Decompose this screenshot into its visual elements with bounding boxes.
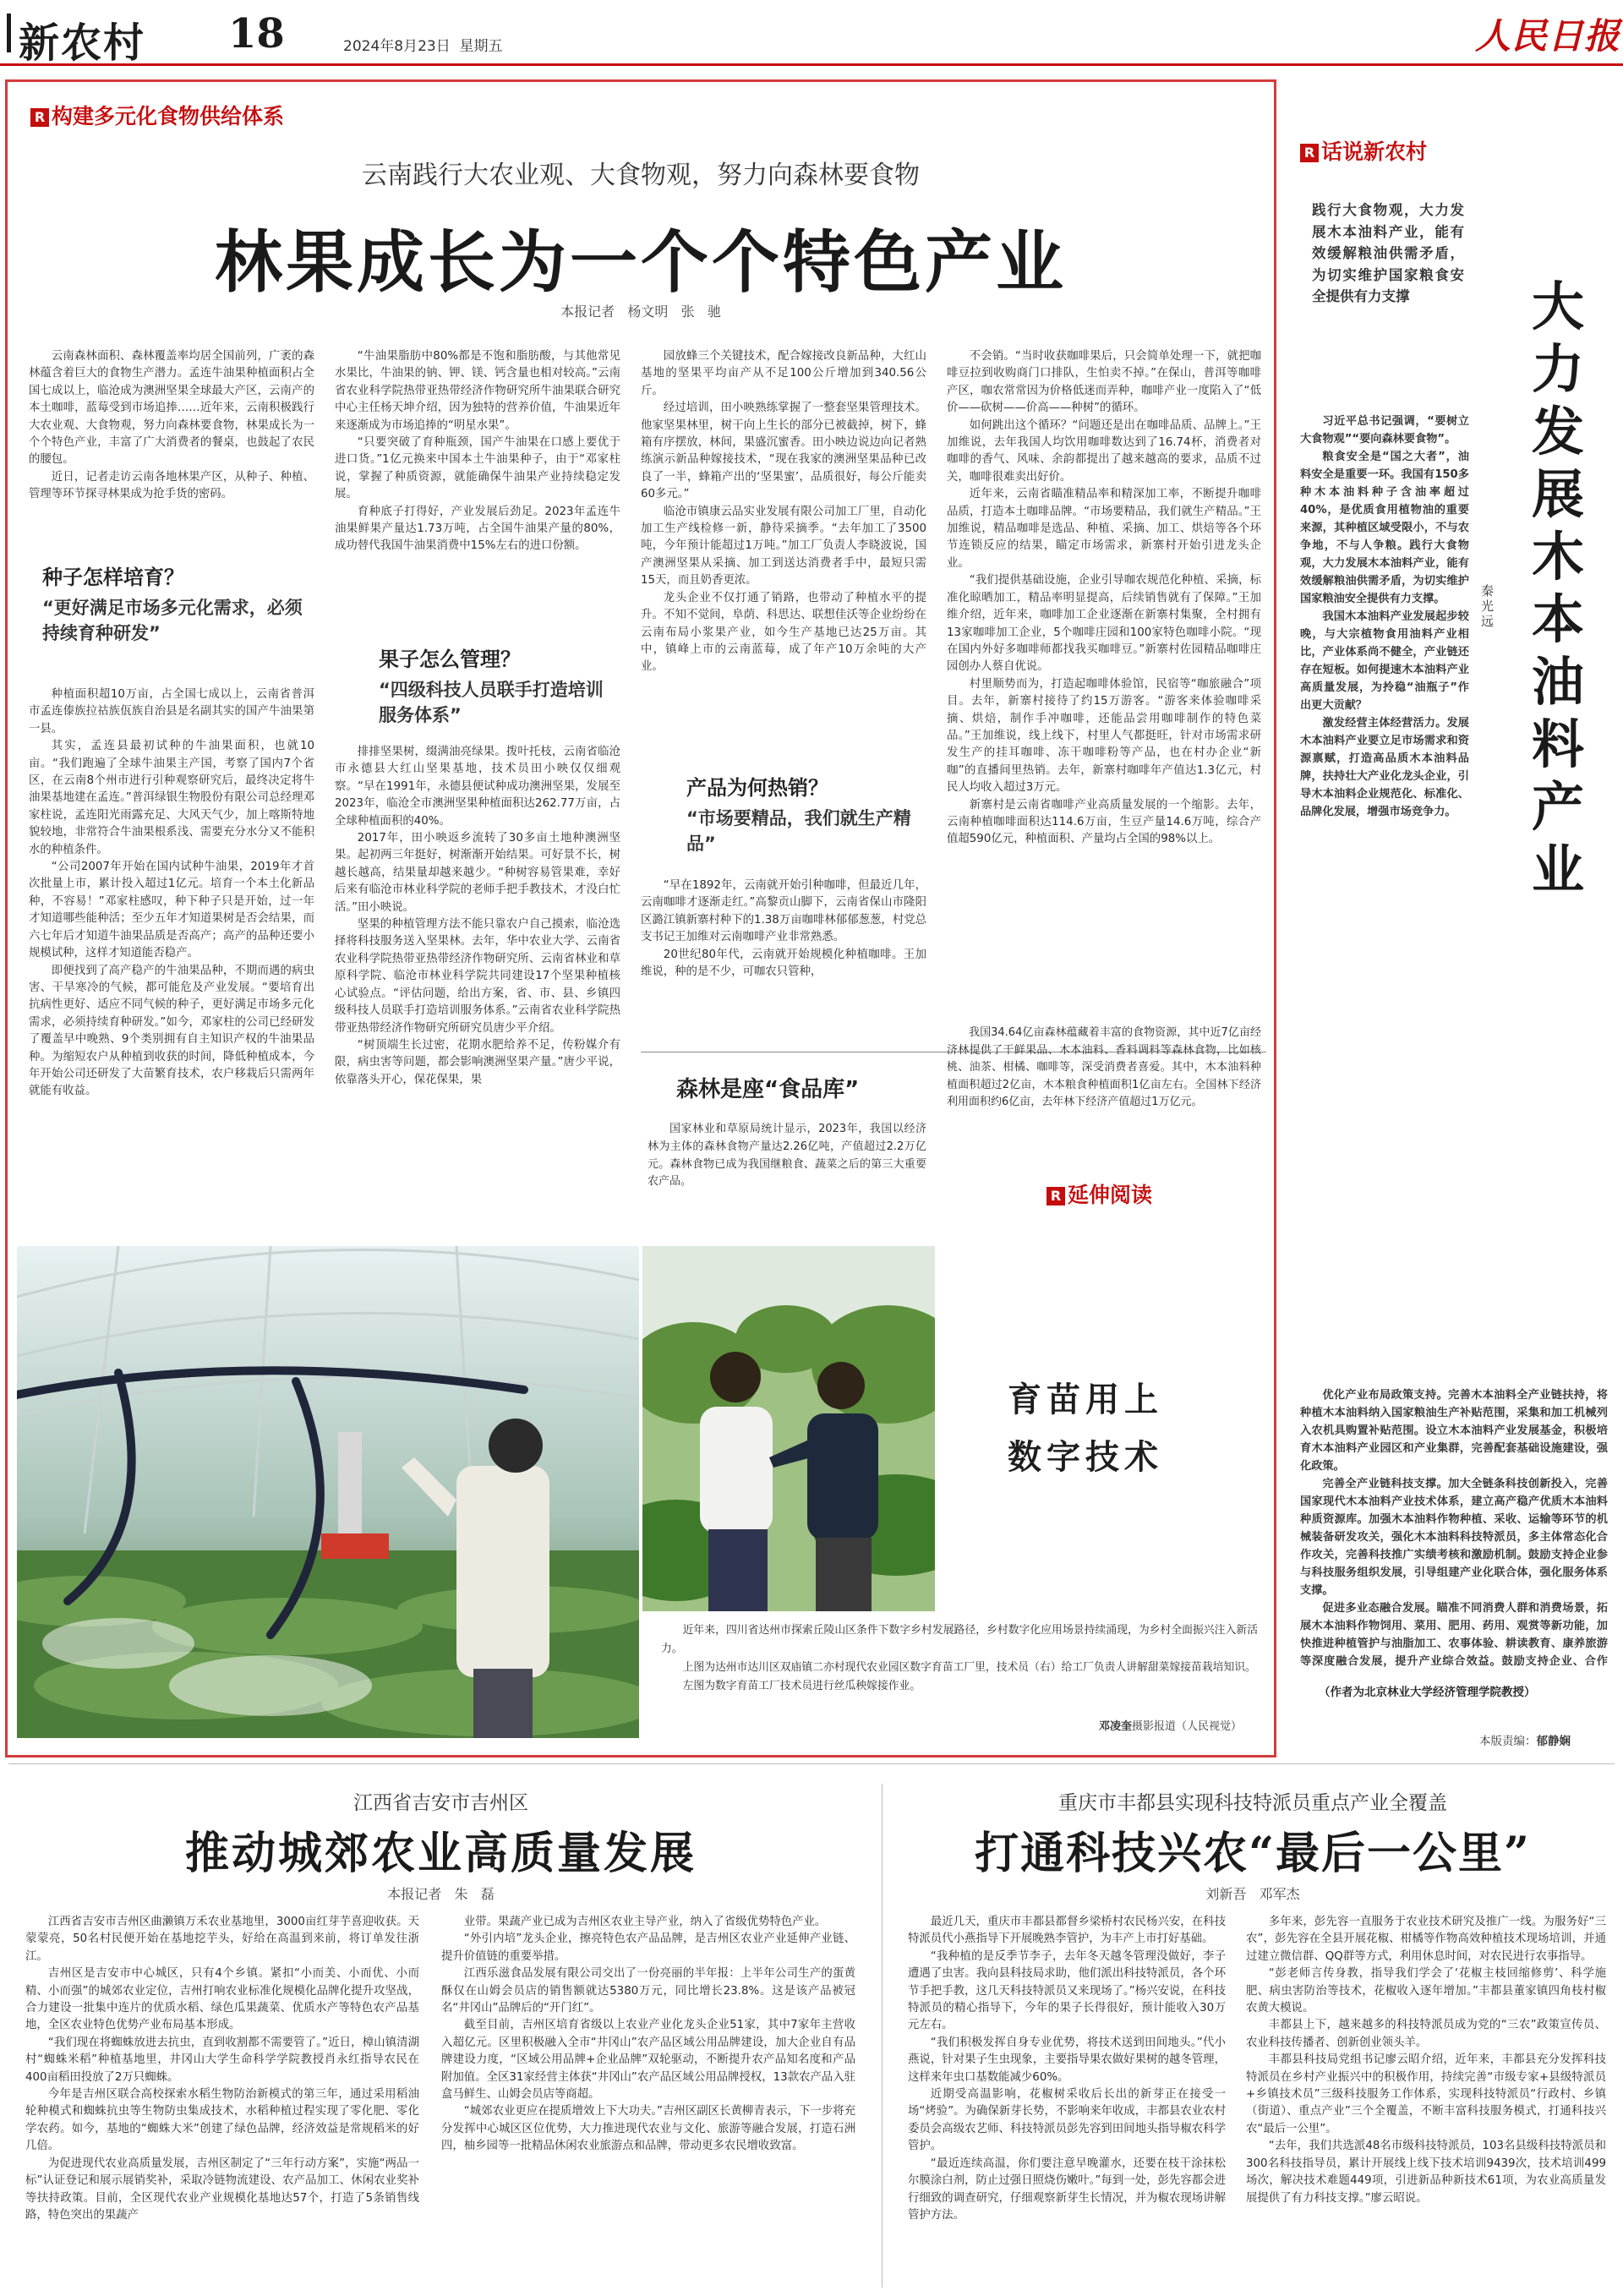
photo-two-men (642, 1246, 935, 1611)
subhead-title: 果子怎么管理？ (379, 648, 521, 671)
main-col-4b (947, 1025, 1261, 1175)
paragraph: 为促进现代农业高质量发展，吉州区制定了“三年行动方案”，实施“两品一标”认证登记和展示展销奖补，采取冷链物流建设、农产品加工、休闲农业奖补等扶持政策。目前，全区现代农业产业规模化基地达57个，打造了5条销售线路，特色突出的果蔬产 (25, 2157, 419, 2222)
bottom-right-byline: 刘新吾 邓军杰 (1205, 1886, 1300, 1902)
section-mark-icon: R (1046, 1187, 1065, 1205)
paragraph: 丰都县上下，越来越多的科技特派员成为党的“三农”政策宣传员、农业科技传播者、创新创业领头羊。 (1246, 2019, 1606, 2049)
paragraph: 优化产业布局政策支持。完善木本油料全产业链扶持，将种植木本油料纳入国家粮油生产补贴范围，采集和加工机械列入农机具购置补贴范围。设立木本油料产业发展基金，积极培育木本油料产业园区和产业集群，完善配套基础设施建设，强化政策。 (1300, 1389, 1608, 1473)
paragraph: 我国木本油料产业发展起步较晚，与大宗植物食用油料产业相比，产业体系尚不健全，产业链还存在短板。如何提速木本油料产业高质量发展，为拎稳“油瓶子”作出更大贡献？ (1300, 610, 1469, 712)
main-col-2a (335, 348, 620, 632)
paragraph: 今年是吉州区联合高校探索水稻生物防治新模式的第三年，通过采用稻油轮种模式和蜘蛛抗虫等生物防虫集成技术，水稻种植过程实现了零化肥、零化学农药。如今，基地的“蜘蛛大米”创建了绿色品牌，经济效益是常规稻米的好几倍。 (25, 2088, 419, 2153)
editor-credit (1479, 1731, 1571, 1748)
paragraph: “我种植的是反季节李子，去年冬天越冬管理没做好，李子遭遇了虫害。我向县科技局求助，他们派出科技特派员，各个环节手把手教，这几天科技特派员又来现场了。”杨兴安说，在科技特派员的精心指导下，今年的果子长得很好，预计能收入30万元左右。 (908, 1949, 1226, 2032)
paragraph: 激发经营主体经营活力。发展木本油料产业要立足市场需求和资源禀赋，打造高品质木本油料品牌，扶持壮大产业化龙头企业，引导木本油料企业规范化、标准化、品牌化发展，增强市场竞争力。 (1300, 717, 1469, 818)
paragraph: 江西省吉安市吉州区曲濑镇万禾农业基地里，3000亩红芽芋喜迎收获。天蒙蒙亮，50名村民便开始在基地挖芋头，好给在高温到来前，将订单发往浙江。 (25, 1916, 419, 1963)
photo-greenhouse (17, 1246, 639, 1738)
subhead-title: 产品为何热销？ (686, 776, 828, 800)
paragraph: 业带。果蔬产业已成为吉州区农业主导产业，纳入了省级优势特色产业。 (463, 1916, 827, 1928)
paragraph: 即便找到了高产稳产的牛油果品种，不期而遇的病虫害、干旱寒冷的气候，都可能危及产业发展。“要培育出抗病性更好、适应不同气候的种子，更好满足市场多元化需求，必须持续育种研发。”如今，邓家柱的公司已经研发了覆盖早中晚熟、9个类别拥有自主知识产权的牛油果品种。为缩短农户从种植到收获的时间，降低种植成本，今年开始公司还研发了大苗繁育技术，农户移栽后只需两年就能有收益。 (29, 964, 314, 1098)
main-col-4a (947, 348, 1261, 1021)
seedling-factory-image (642, 1246, 935, 1611)
paragraph: “最近连续高温，你们要注意早晚灌水，还要在枝干涂抹松尔膜涂白剂，防止过强日照烧伤嫩叶。”每到一处，彭先容都会进行细致的调查研究，仔细观察新芽生长情况，并为椒农现场讲解管护方法。 (908, 2157, 1226, 2222)
bottom-right-kicker: 重庆市丰都县实现科技特派员重点产业全覆盖 (1058, 1792, 1447, 1814)
caption-line: 左图为数字育苗工厂技术员进行丝瓜秧嫁接作业。 (682, 1680, 921, 1692)
main-section-tag: R 构建多元化食物供给体系 (30, 100, 284, 130)
subhead-seed (42, 560, 313, 646)
bottom-right-col-1 (908, 1914, 1226, 2291)
paragraph: 20世纪80年代，云南就开始规模化种植咖啡。王加维说，种的是不少，可咖农只管种， (641, 948, 926, 979)
paragraph: 云南森林面积、森林覆盖率均居全国前列，广袤的森林蕴含着巨大的食物生产潜力。孟连牛油果种植面积占全国七成以上，临沧成为澳洲坚果全球最大产区，云南产的本土咖啡，蓝莓受到市场追捧……近年来，云南积极践行大农业观、大食物观，努力向森林要食物，林果成长为一个个特色产业，丰富了广大消费者的餐桌，也鼓起了农民的腰包。 (29, 350, 314, 467)
paragraph: 2017年，田小映返乡流转了30多亩土地种澳洲坚果。起初两三年挺好，树渐渐开始结果。可好景不长，树越长越高，结果量却越来越少。“种树容易管果难，幸好后来有临沧市林业科学院的老师手把手教技术，才没白忙活。”田小映说。 (335, 832, 620, 914)
overlay-line-2: 数字技术 (1008, 1438, 1163, 1477)
paragraph: 坚果的种植管理方法不能只靠农户自己摸索，临沧选择将科技服务送入坚果林。去年，华中农业大学、云南省农业科学院热带亚热带经济作物研究所、云南省林业和草原科学院、临沧市林业科学院共同建设17个坚果种植核心试验点。“评估问题，给出方案，省、市、县、乡镇四级科技人员联手打造培训服务体系。”云南省农业科学院热带亚热带经济作物研究所研究员唐少平介绍。 (335, 918, 620, 1035)
paragraph: “我们现在将蜘蛛放进去抗虫，直到收割都不需要管了。”近日，樟山镇清湖村“蜘蛛米稻”种植基地里，井冈山大学生命科学学院教授肖永红指导农民在400亩稻田投放了2万只蜘蛛。 (25, 2036, 419, 2084)
paragraph: 新寨村是云南省咖啡产业高质量发展的一个缩影。去年，云南种植咖啡面积达114.6万亩，生豆产量14.6万吨，综合产值超590亿元，种植面积、产量均占全国的98%以上。 (947, 798, 1261, 846)
editor-label: 本版责编： (1479, 1735, 1537, 1748)
paragraph: “我们提供基础设施，企业引导咖农规范化种植、采摘，标准化晾晒加工，精品率明显提高，后续销售就有了保障。”王加维介绍，近年来，咖啡加工企业逐渐在新寨村集聚，全村拥有13家咖啡加工企业，5个咖啡庄园和100家特色咖啡小院。“现在国内外好多咖啡师都找我买咖啡豆。”新寨村佐园精品咖啡庄园创办人蔡自优说。 (947, 574, 1261, 674)
paragraph: 近期受高温影响，花椒树采收后长出的新芽正在接受一场“烤验”。为确保新芽长势，不影响来年收成，丰都县农业农村委员会高级农艺师、科技特派员彭先容到田间地头指导椒农科学管护。 (908, 2088, 1226, 2153)
paragraph: “早在1892年，云南就开始引种咖啡，但最近几年，云南咖啡才逐渐走红。”高黎贡山脚下，云南省保山市隆阳区潞江镇新寨村种下的1.38万亩咖啡林郁郁葱葱，村党总支书记王加维对云南咖啡产业非常熟悉。 (641, 879, 926, 944)
paragraph: “只要突破了育种瓶颈，国产牛油果在口感上要优于进口货。”1亿元换来中国本土牛油果种子，由于“邓家柱说，掌握了种质资源，就能确保牛油果产业持续稳定发展。 (335, 436, 620, 501)
paragraph: 最近几天，重庆市丰都县都督乡梁桥村农民杨兴安，在科技特派员代小燕指导下开展晚熟李管护，为丰产上市打好基础。 (908, 1916, 1226, 1946)
sidebar-headline: 大力发展木本油料产业 (1532, 276, 1585, 900)
bottom-left-kicker: 江西省吉安市吉州区 (353, 1792, 528, 1814)
main-col-1b (29, 686, 314, 1256)
subhead-quote: “更好满足市场多元化需求，必须持续育种研发” (42, 598, 303, 643)
sidebar-author: 秦光远 (1481, 583, 1495, 629)
bottom-left-byline: 本报记者 朱 磊 (387, 1886, 495, 1902)
subhead-manage (379, 642, 619, 728)
section-name: 新农村 (19, 19, 146, 67)
subhead-quote: “四级科技人员联手打造培训服务体系” (379, 680, 604, 725)
subhead-quote: “市场要精品，我们就生产精品” (686, 808, 911, 854)
overlay-line-1: 育苗用上 (1008, 1380, 1163, 1419)
greenhouse-image (17, 1246, 639, 1738)
main-col-3b (641, 877, 926, 1035)
caption-line: 近年来，四川省达州市探索丘陵山区条件下数字乡村发展路径，乡村数字化应用场景持续涌现，为乡村全面振兴注入新活力。 (661, 1624, 1258, 1655)
masthead (0, 0, 1623, 66)
bottom-left-headline: 推动城郊农业高质量发展 (184, 1828, 697, 1879)
main-col-2b (335, 744, 620, 1256)
paragraph: 不会销。“当时收获咖啡果后，只会简单处理一下，就把咖啡豆拉到收购商门口排队，生怕卖不掉。”在保山，普洱等咖啡产区，咖农常常因为价格低迷而弄种，咖啡产业一度陷入了“低价——砍树——价高——种树”的循环。 (947, 350, 1261, 415)
paragraph: 其实，孟连县最初试种的牛油果面积，也就10亩。“我们跑遍了全球牛油果主产国，考察了国内7个省区，在云南8个州市进行引种观察研究后，最终决定将牛油果基地建在孟连。”普洱绿银生物股份有限公司总经理邓家柱说，孟连阳光雨露充足、大风天气少，加上喀斯特地貌较地，非常符合牛油果根系浅、需要充分水分又不能积水的种植条件。 (29, 740, 314, 856)
paragraph: 龙头企业不仅打通了销路，也带动了种植水平的提升。不知不觉间，阜荫、科思达、联想佳沃等企业纷纷在云南布局小浆果产业，如今生产基地已达25万亩。其中，镇峰上市的云南蓝莓，成了年产10万余吨的大产业。 (641, 591, 926, 674)
paragraph: “树顶端生长过密，花期水肥给养不足，传粉媒介有限，病虫害等问题，都会影响澳洲坚果产量。”唐少平说，依靠落头开心，保花保果，果 (335, 1038, 620, 1086)
paragraph: 园放蜂三个关键技术，配合嫁接改良新品种，大红山基地的坚果平均亩产从不足100公斤增加到340.56公斤。 (641, 350, 926, 397)
subhead-title: 种子怎样培育？ (42, 566, 184, 589)
main-headline: 林果成长为一个个特色产业 (215, 222, 1067, 302)
sidebar-col-bottom (1300, 1386, 1608, 1670)
paragraph: 种植面积超10万亩，占全国七成以上，云南省普洱市孟连傣族拉祜族佤族自治县是名副其实的国产牛油果第一县。 (29, 688, 314, 735)
section-mark-icon: R (30, 108, 49, 127)
credit-suffix: 摄影报道（人民视觉） (1132, 1720, 1243, 1733)
bottom-left-col-1 (25, 1914, 419, 2291)
paragraph: 如何跳出这个循环？“问题还是出在咖啡品质、品牌上。”王加维说，去年我国人均饮用咖啡数达到了16.74杯，消费者对咖啡的香气、风味、余韵都提出了越来越高的要求，品质不过关，咖啡很难卖出好价。 (947, 418, 1261, 484)
photo-credit (1099, 1717, 1242, 1733)
section-bar-mark (7, 14, 11, 52)
paragraph: 江西乐滋食品发展有限公司交出了一份亮丽的半年报：上半年公司生产的蛋黄酥仅在山姆会员店的销售额就达5380万元，同比增长23.8%。这是该产品被冠名“井冈山”品牌后的“开门红”。 (441, 1967, 855, 2015)
paragraph: 丰都县科技局党组书记廖云昭介绍，近年来，丰都县充分发挥科技特派员在乡村产业振兴中的积极作用，持续完善“市级专家+县级特派员+乡镇技术员”三级科技服务工作体系，实现科技特派员“行政村、乡镇（街道）、重点产业”三个全覆盖，不断丰富科技服务模式，打通科技兴农“最后一公里”。 (1246, 2053, 1606, 2135)
extended-reading-tag: R 延伸阅读 (1046, 1178, 1152, 1209)
paragraph: “公司2007年开始在国内试种牛油果，2019年才首次批量上市，累计投入超过1亿元。培育一个本土化新品种，不容易！”邓家柱感叹，种下种子只是开始，过一年才知道哪些能种活；至少五年才知道果树是否会结果，而六七年后才知道牛油果品质是否高产；高产的品种还要小规模试种，这样才知道能否稳产。 (29, 861, 314, 960)
paragraph: 我国34.64亿亩森林蕴藏着丰富的食物资源，其中近7亿亩经济林提供了干鲜果品、木本油料、香料调料等森林食物，比如核桃、油茶、柑橘、咖啡等，深受消费者喜爱。其中，木本油料种植面积超过2亿亩，木本粮食种植面积1亿亩左右。全国林下经济利用面积约6亿亩，去年林下经济产值超过1万亿元。 (947, 1026, 1261, 1109)
paragraph: 习近平总书记强调，“要树立大食物观”“要向森林要食物”。 (1300, 415, 1469, 446)
paragraph: “外引内培”龙头企业，擦亮特色农产品品牌，是吉州区农业产业延伸产业链、提升价值链的重要举措。 (441, 1932, 855, 1963)
main-kicker: 云南践行大农业观、大食物观，努力向森林要食物 (362, 161, 920, 190)
paragraph: 国家林业和草原局统计显示，2023年，我国以经济林为主体的森林食物产量达2.26亿吨，产值超过2.2万亿元。森林食物已成为我国继粮食、蔬菜之后的第三大重要农产品。 (648, 1123, 926, 1189)
editor-name: 郁静娴 (1536, 1735, 1571, 1748)
paragraph: 近日，记者走访云南各地林果产区，从种子、种植、管理等环节探寻林果成为抢手货的密码。 (29, 470, 314, 501)
bottom-right-headline: 打通科技兴农“最后一公里” (975, 1828, 1531, 1879)
paragraph: “城郊农业更应在提质增效上下大功夫。”吉州区副区长黄柳青表示，下一步将充分发挥中心城区区位优势，大力推进现代农业与文化、旅游等融合发展，打造石洲四，柚乡园等一批精品休闲农业旅游点和品牌，带动更多农民增收致富。 (441, 2105, 855, 2153)
paragraph: “我们积极发挥自身专业优势，将技术送到田间地头。”代小燕说，针对果子生虫现象，主要指导果农做好果树的越冬管理，这样来年虫口基数能减少60%。 (908, 2036, 1226, 2084)
sidebar-intro: 践行大食物观，大力发展木本油料产业，能有效缓解粮油供需矛盾，为切实维护国家粮食安全提供有力支撑 (1312, 202, 1464, 304)
paragraph: 排排坚果树，缀满油亮绿果。拨叶托枝，云南省临沧市永德县大红山坚果基地，技术员田小映仅仅细观察。“早在1991年，永德县便试种成功澳洲坚果，发展至2023年，临沧全市澳洲坚果种植面积达262.77万亩，占全球种植面积的40%。 (335, 746, 620, 828)
box-title: 森林是座“食品库” (676, 1077, 860, 1102)
paragraph: 完善全产业链科技支撑。加大全链条科技创新投入，完善国家现代木本油料产业技术体系，建立高产稳产优质木本油料种质资源库。加强木本油料作物种植、采收、运输等环节的机械装备研发攻关，强化木本油料科技特派员，多主体常态化合作攻关，完善科技推广实绩考核和激励机制。鼓励支持企业参与科技服务组织发展，引导组建产业化联合体，强化服务体系支撑。 (1300, 1478, 1608, 1597)
paragraph: 促进多业态融合发展。瞄准不同消费人群和消费场景，拓展木本油料作物饲用、菜用、肥用、药用、观赏等新功能，加快推进种植管护与油脂加工、农事体验、耕读教育、康养旅游等深度融合发展，提升产业综合效益。鼓励支持企业、合作 (1300, 1602, 1608, 1668)
paragraph: 村里顺势而为，打造起咖啡体验馆，民宿等“咖旅融合”项目。去年，新寨村接待了约15万游客。“游客来体验咖啡采摘、烘焙，制作手冲咖啡，还能品尝用咖啡制作的特色菜品。”王加维说，线上线下，村里人气都挺旺，针对市场需求研发生产的挂耳咖啡、冻干咖啡粉等产品，也在村办企业“新咖”的直播间里热销。去年，新寨村咖啡年产值达1.3亿元，村民人均收入超过3万元。 (947, 677, 1261, 795)
sidebar-section-tag: R 话说新农村 (1300, 135, 1427, 166)
paragraph: 临沧市镇康云品实业发展有限公司加工厂里，自动化加工生产线检修一新，静待采摘季。“去年加工了3500吨，今年预计能超过1万吨。”加工厂负责人李晓波说，国产澳洲坚果从采摘、加工到送达消费者手中，最短只需15天，而且奶香更浓。 (641, 505, 926, 588)
sidebar-col-top (1300, 413, 1469, 1385)
paragraph: 经过培训，田小映熟练掌握了一整套坚果管理技术。他家坚果林里，树干向上生长的部分已被截掉，树下，蜂箱有序摆放，林间，果盛沉蜜香。田小映边说边向记者熟练演示新品种嫁接技术，“现在我家的澳洲坚果品种已改良了一半，蜂箱产出的‘坚果蜜’，品质很好，每公斤能卖60多元。” (641, 402, 926, 501)
credit-name: 邓凌奎 (1099, 1720, 1133, 1733)
sidebar-author-note: （作者为北京林业大学经济管理学院教授） (1319, 1686, 1536, 1699)
paragraph: 育种底子打得好，产业发展后劲足。2023年孟连牛油果鲜果产量达1.73万吨，占全国牛油果产量的80%，成功替代我国牛油果消费中15%左右的进口份额。 (335, 505, 620, 553)
box-text (648, 1121, 926, 1243)
paragraph: 多年来，彭先容一直服务于农业技术研究及推广一线。为服务好“三农”，彭先容在全县开展花椒、柑橘等作物高效种植技术现场培训，并通过建立微信群、QQ群等方式，利用休息时间，对农民进行农事指导。 (1246, 1916, 1606, 1963)
bottom-right-col-2 (1246, 1914, 1606, 2291)
photo-overlay-caption (940, 1246, 1261, 1611)
paragraph: 近年来，云南省瞄准精品率和精深加工率，不断提升咖啡品质，打造本土咖啡品牌。“市场要精品，我们就生产精品。”王加维说，精品咖啡是选品、种植、采摘、加工、烘焙等各个环节连锁反应的结果，瞄定市场需求，新寨村开始引进龙头企业。 (947, 488, 1261, 570)
section-mark-icon: R (1300, 144, 1319, 162)
paragraph: 粮食安全是“国之大者”，油料安全是重要一环。我国有150多种木本油料种子含油率超过40%，是优质食用植物油的重要来源，其种植区域受限小，不与农争地，不与人争粮。践行大食物观，大力发展木本油料产业，能有效缓解粮油供需矛盾，为切实维护国家粮油安全提供有力支撑。 (1300, 451, 1469, 605)
main-col-1a (29, 348, 314, 544)
page-number: 18 (228, 10, 285, 57)
paragraph: 截至目前，吉州区培育省级以上农业产业化龙头企业51家，其中7家年主营收入超亿元。区里积极融入全市“井冈山”农产品区域公用品牌建设，加大企业自有品牌建设力度，“区域公用品牌+企业品牌”双轮驱动，不断提升农产品知名度和产品附加值。全区31家经营主体获“井冈山”农产品区域公用品牌授权，13款农产品入驻盒马鲜生、山姆会员店等商超。 (441, 2019, 855, 2102)
paragraph: “彭老师言传身教，指导我们学会了‘花椒主枝回缩修剪’、科学施肥、病虫害防治等技术，花椒收入逐年增加。”丰都县董家镇四角枝村椒农黄大模说。 (1246, 1967, 1606, 2015)
date-line: 2024年8月23日 星期五 (343, 38, 503, 55)
bottom-divider (8, 1763, 1615, 1764)
main-col-3a (641, 348, 926, 757)
bottom-left-col-2 (441, 1914, 855, 2291)
paragraph: 吉州区是吉安市中心城区，只有4个乡镇。紧扣“小而美、小而优、小而精、小而强”的城郊农业定位，吉州打响农业标准化规模化品牌化提升攻坚战，合力建设一批集中连片的优质水稻、绿色瓜果蔬菜、优质水产等特色农产品基地，全区农业特色优势产业布局基本形成。 (25, 1967, 419, 2032)
paragraph: “牛油果脂肪中80%都是不饱和脂肪酸，与其他常见水果比，牛油果的钠、钾、镁、钙含量也相对较高。”云南省农业科学院热带亚热带经济作物研究所牛油果联合研究中心主任杨天坤介绍，因为独特的营养价值，牛油果近年来逐渐成为市场追捧的“明星水果”。 (335, 350, 620, 432)
subhead-sales (686, 771, 925, 856)
paper-logo: 人民日报 (1475, 15, 1621, 57)
caption-line: 上图为达州市达川区双庙镇二亦村现代农业园区数字育苗工厂里，技术员（右）给工厂负责人讲解甜菜嫁接苗栽培知识。 (682, 1661, 1256, 1674)
main-byline: 本报记者 杨文明 张 驰 (560, 303, 721, 320)
paragraph: “去年，我们共选派48名市级科技特派员，103名县级科技特派员和300名科技指导员，累计开展线上线下技术培训9439次，技术培训499场次，解决技术难题449项，引进新品种新技术61项，为农业高质量发展提供了有力科技支撑。”廖云昭说。 (1246, 2140, 1606, 2205)
